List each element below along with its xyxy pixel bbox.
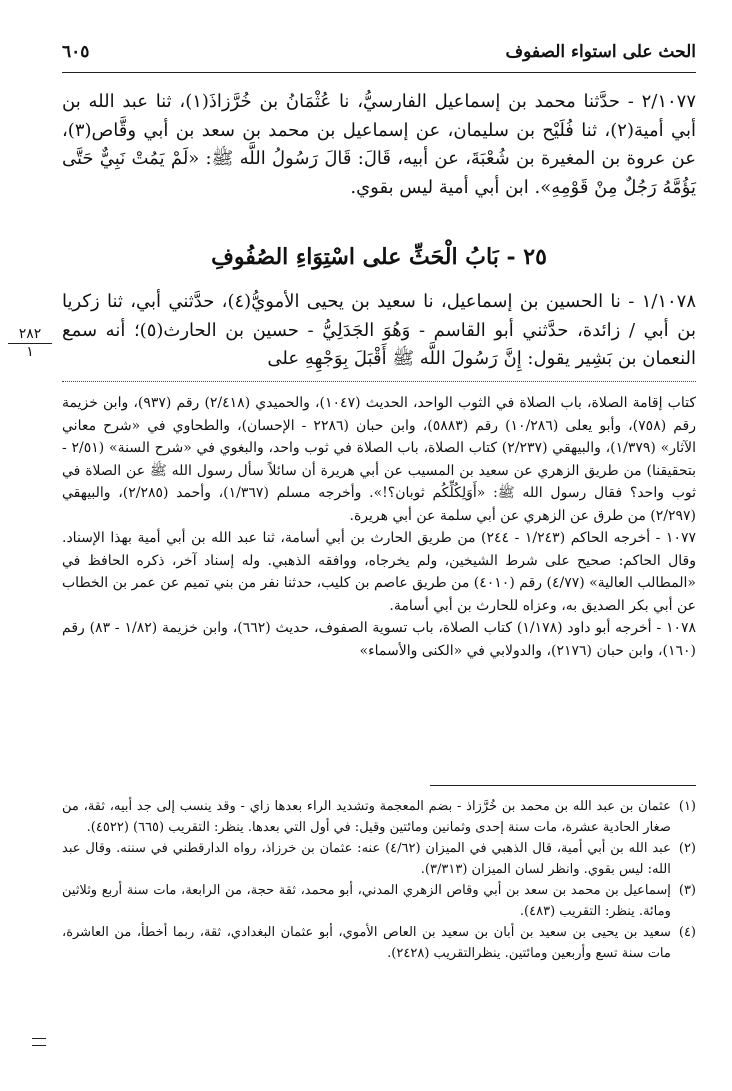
footnote-number: (٢) — [678, 841, 696, 856]
continuation-mark — [32, 1038, 46, 1046]
footnote-text: إسماعيل بن محمد بن سعد بن أبي وقاص الزهري المدني، أبو محمد، ثقة حجة، من الرابعة، مات سنة أربع وثلاثين ومائة. ينظر: التقريب (٤٨٣). — [62, 883, 671, 919]
section-divider — [62, 381, 696, 382]
footnote-text: سعيد بن يحيى بن سعيد بن أبان بن سعيد بن العاص الأموي، أبو عثمان البغدادي، ثقة، ربما أخطأ، من العاشرة، مات سنة تسع وأربعين ومائتين. ينظرالتقريب (٢٤٢٨). — [62, 925, 671, 961]
footnote-4 — [62, 922, 696, 964]
footnote-2 — [62, 838, 696, 880]
takhrij-note: ١٠٧٨ - أخرجه أبو داود (١/١٧٨) كتاب الصلاة، باب تسوية الصفوف، حديث (٦٦٢)، وابن خزيمة (١/٨٢ - ٨٣) رقم (١٦٠)، وابن حبان (٢١٧٦)، والدولابي في «الكنى والأسماء» — [62, 620, 697, 659]
footnote-rule — [430, 785, 696, 786]
takhrij-notes — [62, 392, 696, 662]
hadith-1078 — [62, 288, 696, 374]
page-header — [62, 40, 696, 73]
margin-ref-bottom: ١ — [26, 344, 34, 360]
footnote-3 — [62, 880, 696, 922]
hadith-text: ٢/١٠٧٧ - حدَّثنا محمد بن إسماعيل الفارسيُّ، نا عُثْمَانُ بن خُرَّزاذَ(١)، ثنا عبد الله بن أبي أمية(٢)، ثنا فُلَيْح بن سليمان، عن إسماعيل بن محمد بن سعد بن أبي وقَّاص(٣)، عن عروة بن المغيرة بن شُعْبَةَ، عن أبيه، قَالَ: قَالَ رَسُولُ اللَّه ﷺ: «لَمْ يَمُتْ نَبِيٌّ حَتَّى يَؤُمَّهُ رَجُلٌ مِنْ قَوْمِهِ». ابن أبي أمية ليس بقوي. — [62, 91, 697, 198]
footnote-text: عثمان بن عبد الله بن محمد بن خُرَّزاذ - بضم المعجمة وتشديد الراء بعدها زاي - وقد ينسب إلى جد أبيه، ثقة، من صغار الحادية عشرة، مات سنة إحدى وثمانين ومائتين وقيل: في أول التي بعدها. ينظر: التقريب (٦٦٥) (٤٥٢٢). — [62, 799, 671, 835]
running-title: الحث على استواء الصفوف — [505, 42, 696, 62]
footnote-1 — [62, 796, 696, 838]
margin-ref-top: ٢٨٢ — [8, 326, 52, 344]
hadith-text: ١/١٠٧٨ - نا الحسين بن إسماعيل، نا سعيد بن يحيى الأمويُّ(٤)، حدَّثني أبي، ثنا زكريا بن أبي / زائدة، حدَّثني أبو القاسم - وَهُوَ الجَدَلِيُّ - حسين بن الحارث(٥)؛ أنه سمع النعمان بن بَشِير يقول: إِنَّ رَسُولَ اللَّه ﷺ أَقْبَلَ بِوَجْهِهِ على — [62, 291, 697, 369]
footnotes — [62, 796, 696, 964]
takhrij-note: ١٠٧٧ - أخرجه الحاكم (١/٢٤٣ - ٢٤٤) من طريق الحارث بن أبي أسامة، ثنا عبد الله بن أبي أمية بهذا الإسناد. وقال الحاكم: صحيح على شرط الشيخين، ولم يخرجاه، ووافقه الذهبي. وله إسناد آخر، ذكره الحافظ في «المطالب العالية» (٤/٧٧) رقم (٤٠١٠) من طريق عاصم بن كليب، حدثنا نفر من بني تميم عن عمر بن الخطاب عن أبي بكر الصديق به، وعزاه للحارث بن أبي أسامة. — [62, 530, 696, 614]
page-number: ٦٠٥ — [62, 42, 90, 62]
hadith-1077 — [62, 88, 696, 202]
footnote-number: (٤) — [678, 925, 696, 940]
footnote-text: عبد الله بن أبي أمية، قال الذهبي في الميزان (٤/٦٢) عنه: عثمان بن خرزاذ، رواه الدارقطني في سننه. وقال عبد الله: ليس بقوي. وانظر لسان الميزان (٣/٣١٣). — [62, 841, 671, 877]
takhrij-note: كتاب إقامة الصلاة، باب الصلاة في الثوب الواحد، الحديث (١٠٤٧)، والحميدي (٢/٤١٨) رقم (٩٣٧)، وابن خزيمة رقم (٧٥٨)، وأبو يعلى (١٠/٢٨٦) رقم (٥٨٨٣)، وابن حبان (٢٢٨٦ - الإحسان)، والطحاوي في «شرح معاني الآثار» (١/٣٧٩)، والبيهقي (٢/٢٣٧) كتاب الصلاة، باب الصلاة في ثوب واحد، والبغوي في «شرح السنة» (٢/٥١ - بتحقيقنا) من طريق الزهري عن سعيد بن المسيب عن أبي هريرة أن سائلاً سأل رسول الله ﷺ عن الصلاة في ثوب واحد؟ فقال رسول الله ﷺ: «أَوَلِكُلِّكُم ثوبان؟!». وأخرجه مسلم (١/٣٦٧)، وأحمد (٢/٢٨٥)، والبيهقي (٢/٢٩٧) من طرق عن الزهري عن أبي سلمة عن أبي هريرة. — [62, 395, 696, 524]
chapter-heading: ٢٥ - بَابُ الْحَثِّ على اسْتِوَاءِ الصُفُوفِ — [211, 244, 547, 270]
footnote-number: (٣) — [678, 883, 696, 898]
footnote-number: (١) — [678, 799, 696, 814]
margin-reference — [8, 326, 52, 361]
